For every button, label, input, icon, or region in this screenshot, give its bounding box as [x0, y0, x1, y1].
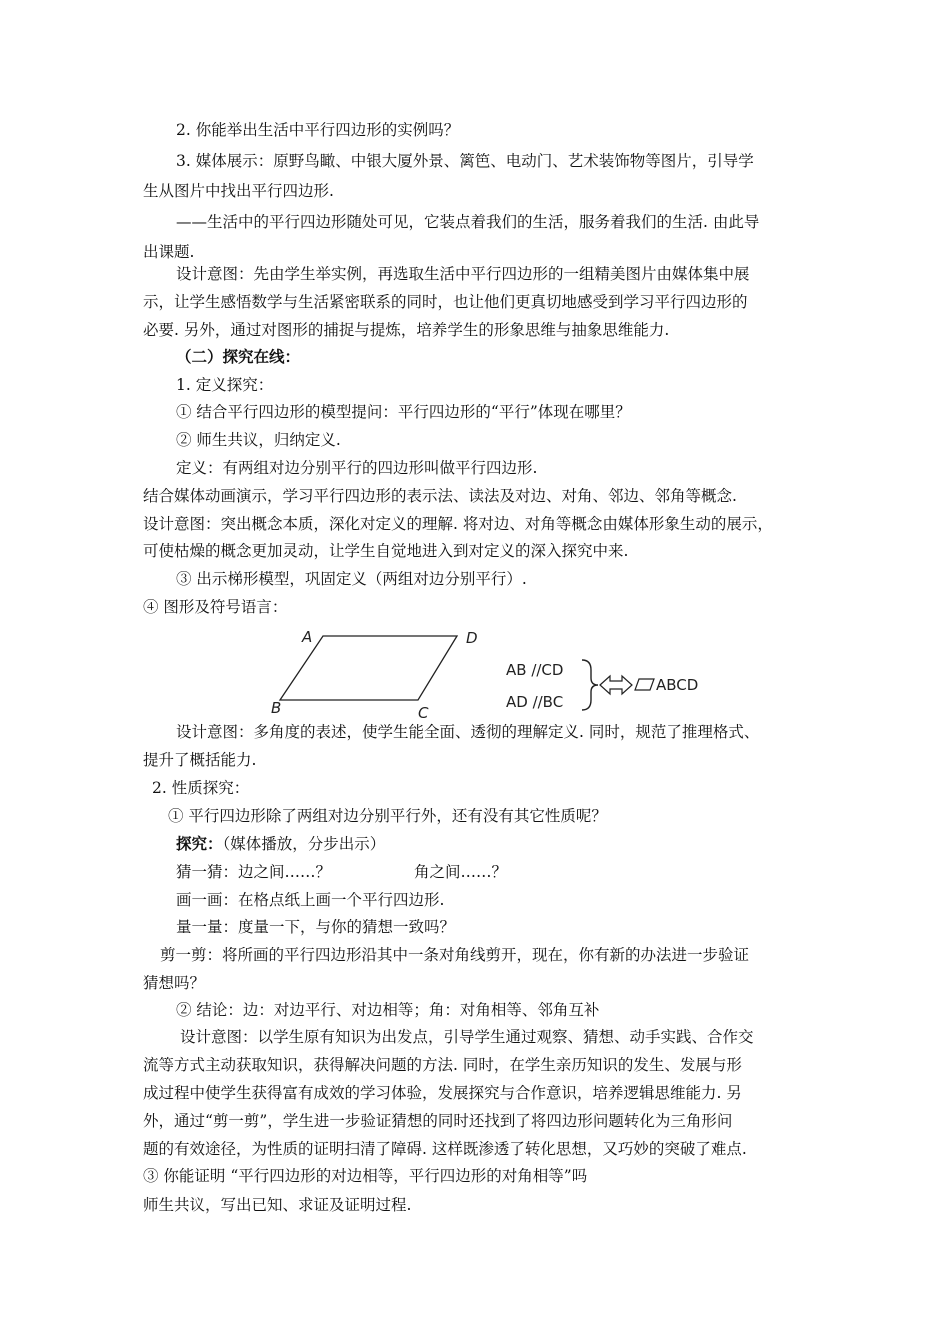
line-p4a: 设计意图：先由学生举实例，再选取生活中平行四边形的一组精美图片由媒体集中展 — [176, 265, 750, 283]
line-p15: ① 平行四边形除了两组对边分别平行外，还有没有其它性质呢？ — [168, 807, 607, 825]
line-p17a: 猜一猜：边之间……？ — [176, 863, 332, 881]
section-heading-explore: （二）探究在线： — [176, 347, 301, 366]
line-p22e: 题的有效途径，为性质的证明扫清了障碍. 这样既渗透了转化思想，又巧妙的突破了难点. — [143, 1140, 747, 1158]
line-p17b: 角之间……？ — [414, 863, 508, 881]
vertex-label-c: C — [418, 704, 429, 722]
line-p22b: 流等方式主动获取知识，获得解决问题的方法. 同时，在学生亲历知识的发生、发展与形 — [143, 1056, 742, 1074]
line-p14: 2. 性质探究： — [152, 779, 250, 797]
line-p16 — [176, 834, 385, 854]
line-p22a: 设计意图：以学生原有知识为出发点，引导学生通过观察、猜想、动手实践、合作交 — [180, 1028, 754, 1046]
line-p5: 1. 定义探究： — [176, 376, 274, 394]
condition-ad-parallel-bc: AD //BC — [506, 693, 564, 711]
line-p13b: 提升了概括能力. — [143, 751, 257, 769]
line-p21: ② 结论：边：对边平行、对边相等；角：对角相等、邻角互补 — [176, 1001, 600, 1019]
vertex-label-d: D — [466, 629, 478, 647]
condition-ab-parallel-cd: AB //CD — [506, 661, 564, 679]
line-p2a: 3. 媒体展示：原野鸟瞰、中银大厦外景、篱笆、电动门、艺术装饰物等图片，引导学 — [176, 152, 754, 170]
line-p1: 2. 你能举出生活中平行四边形的实例吗？ — [176, 121, 460, 139]
line-p4c: 必要. 另外，通过对图形的捕捉与提炼，培养学生的形象思维与抽象思维能力. — [143, 321, 670, 339]
explore-note: （媒体播放，分步出示） — [222, 835, 386, 853]
curly-brace — [582, 660, 598, 710]
result-abcd: ABCD — [656, 676, 699, 694]
line-p12: ④ 图形及符号语言： — [143, 598, 288, 616]
line-p22d: 外，通过“剪一剪”，学生进一步验证猜想的同时还找到了将四边形问题转化为三角形问 — [143, 1112, 733, 1130]
line-p3b: 出课题. — [143, 243, 195, 261]
parallelogram-symbol-icon — [635, 679, 654, 690]
line-p22c: 成过程中使学生获得富有成效的学习体验，发展探究与合作意识，培养逻辑思维能力. 另 — [143, 1084, 742, 1102]
line-p8: 定义：有两组对边分别平行的四边形叫做平行四边形. — [176, 459, 538, 477]
line-p19: 量一量：度量一下，与你的猜想一致吗？ — [176, 918, 456, 936]
line-p10a: 设计意图：突出概念本质，深化对定义的理解. 将对边、对角等概念由媒体形象生动的展示， — [143, 515, 773, 533]
vertex-label-b: B — [271, 699, 282, 717]
line-p3a: ——生活中的平行四边形随处可见，它装点着我们的生活，服务着我们的生活. 由此导 — [176, 213, 760, 231]
line-p10b: 可使枯燥的概念更加灵动，让学生自觉地进入到对定义的深入探究中来. — [143, 542, 629, 560]
explore-label: 探究： — [176, 834, 223, 853]
double-arrow-icon — [600, 676, 632, 694]
line-p20a: 剪一剪：将所画的平行四边形沿其中一条对角线剪开，现在，你有新的办法进一步验证 — [160, 946, 750, 964]
line-p2b: 生从图片中找出平行四边形. — [143, 182, 334, 200]
line-p6: ① 结合平行四边形的模型提问：平行四边形的“平行”体现在哪里？ — [176, 403, 631, 421]
line-p18: 画一画：在格点纸上画一个平行四边形. — [176, 891, 445, 909]
line-p7: ② 师生共议，归纳定义. — [176, 431, 341, 449]
line-p13a: 设计意图：多角度的表述，使学生能全面、透彻的理解定义. 同时，规范了推理格式、 — [176, 723, 760, 741]
line-p11: ③ 出示梯形模型，巩固定义（两组对边分别平行）. — [176, 570, 527, 588]
line-p9: 结合媒体动画演示，学习平行四边形的表示法、读法及对边、对角、邻边、邻角等概念. — [143, 487, 737, 505]
line-p20b: 猜想吗？ — [143, 974, 206, 992]
line-p4b: 示，让学生感悟数学与生活紧密联系的同时，也让他们更真切地感受到学习平行四边形的 — [143, 293, 748, 311]
line-p24: 师生共议，写出已知、求证及证明过程. — [143, 1196, 412, 1214]
line-p23: ③ 你能证明 “平行四边形的对边相等，平行四边形的对角相等”吗 — [143, 1167, 588, 1185]
vertex-label-a: A — [302, 628, 313, 646]
